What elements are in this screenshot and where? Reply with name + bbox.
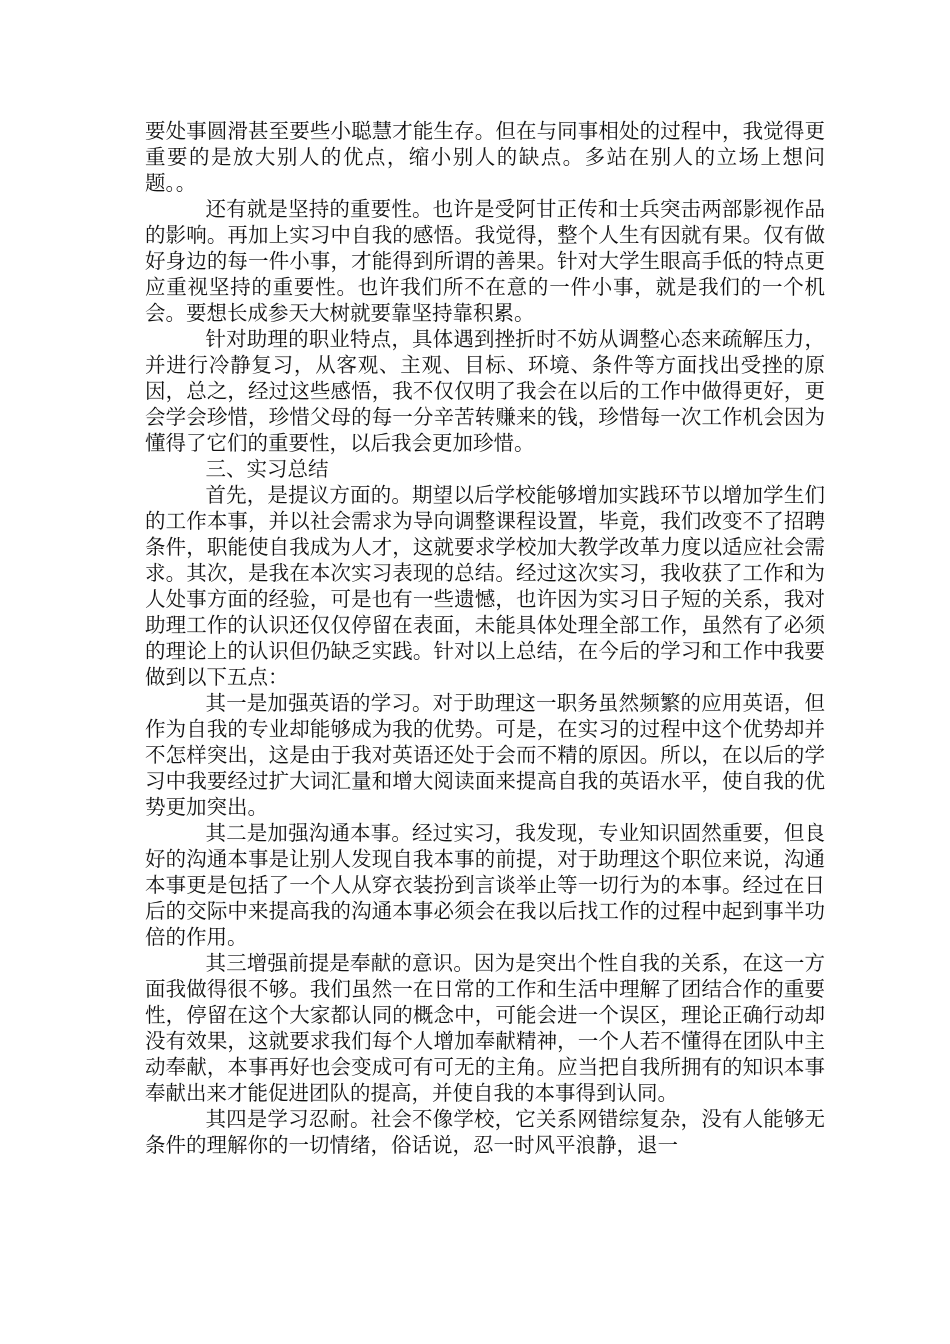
- document-body: [145, 118, 825, 1158]
- paragraph: 首先，是提议方面的。期望以后学校能够增加实践环节以增加学生们的工作本事，并以社会需求为导向调整课程设置，毕竟，我们改变不了招聘条件，职能使自我成为人才，这就要求学校加大教学改革力度以适应社会需求。其次，是我在本次实习表现的总结。经过这次实习，我收获了工作和为人处事方面的经验，可是也有一些遗憾，也许因为实习日子短的关系，我对助理工作的认识还仅仅停留在表面，未能具体处理全部工作，虽然有了必须的理论上的认识但仍缺乏实践。针对以上总结，在今后的学习和工作中我要做到以下五点：: [145, 483, 825, 689]
- paragraph: 其四是学习忍耐。社会不像学校，它关系网错综复杂，没有人能够无条件的理解你的一切情绪，俗话说，忍一时风平浪静，退一: [145, 1107, 825, 1157]
- paragraph: 要处事圆滑甚至要些小聪慧才能生存。但在与同事相处的过程中，我觉得更重要的是放大别人的优点，缩小别人的缺点。多站在别人的立场上想问题。。: [145, 119, 825, 195]
- paragraph: 其二是加强沟通本事。经过实习，我发现，专业知识固然重要，但良好的沟通本事是让别人发现自我本事的前提，对于助理这个职位来说，沟通本事更是包括了一个人从穿衣装扮到言谈举止等一切行为的本事。经过在日后的交际中来提高我的沟通本事必须会在我以后找工作的过程中起到事半功倍的作用。: [145, 821, 825, 949]
- paragraph: 其三增强前提是奉献的意识。因为是突出个性自我的关系，在这一方面我做得很不够。我们虽然一在日常的工作和生活中理解了团结合作的重要性，停留在这个大家都认同的概念中，可能会进一个误区，理论正确行动却没有效果，这就要求我们每个人增加奉献精神，一个人若不懂得在团队中主动奉献，本事再好也会变成可有可无的主角。应当把自我所拥有的知识本事奉献出来才能促进团队的提高，并使自我的本事得到认同。: [145, 951, 825, 1105]
- paragraph: 还有就是坚持的重要性。也许是受阿甘正传和士兵突击两部影视作品的影响。再加上实习中自我的感悟。我觉得，整个人生有因就有果。仅有做好身边的每一件小事，才能得到所谓的善果。针对大学生眼高手低的特点更应重视坚持的重要性。也许我们所不在意的一件小事，就是我们的一个机会。要想长成参天大树就要靠坚持靠积累。: [145, 197, 825, 325]
- section-heading: 三、实习总结: [205, 457, 329, 481]
- paragraph: 针对助理的职业特点，具体遇到挫折时不妨从调整心态来疏解压力，并进行冷静复习，从客观、主观、目标、环境、条件等方面找出受挫的原因，总之，经过这些感悟，我不仅仅明了我会在以后的工作中做得更好，更会学会珍惜，珍惜父母的每一分辛苦转赚来的钱，珍惜每一次工作机会因为懂得了它们的重要性，以后我会更加珍惜。: [145, 327, 825, 455]
- paragraph: 其一是加强英语的学习。对于助理这一职务虽然频繁的应用英语，但作为自我的专业却能够成为我的优势。可是，在实习的过程中这个优势却并不怎样突出，这是由于我对英语还处于会而不精的原因。所以，在以后的学习中我要经过扩大词汇量和增大阅读面来提高自我的英语水平，使自我的优势更加突出。: [145, 691, 825, 819]
